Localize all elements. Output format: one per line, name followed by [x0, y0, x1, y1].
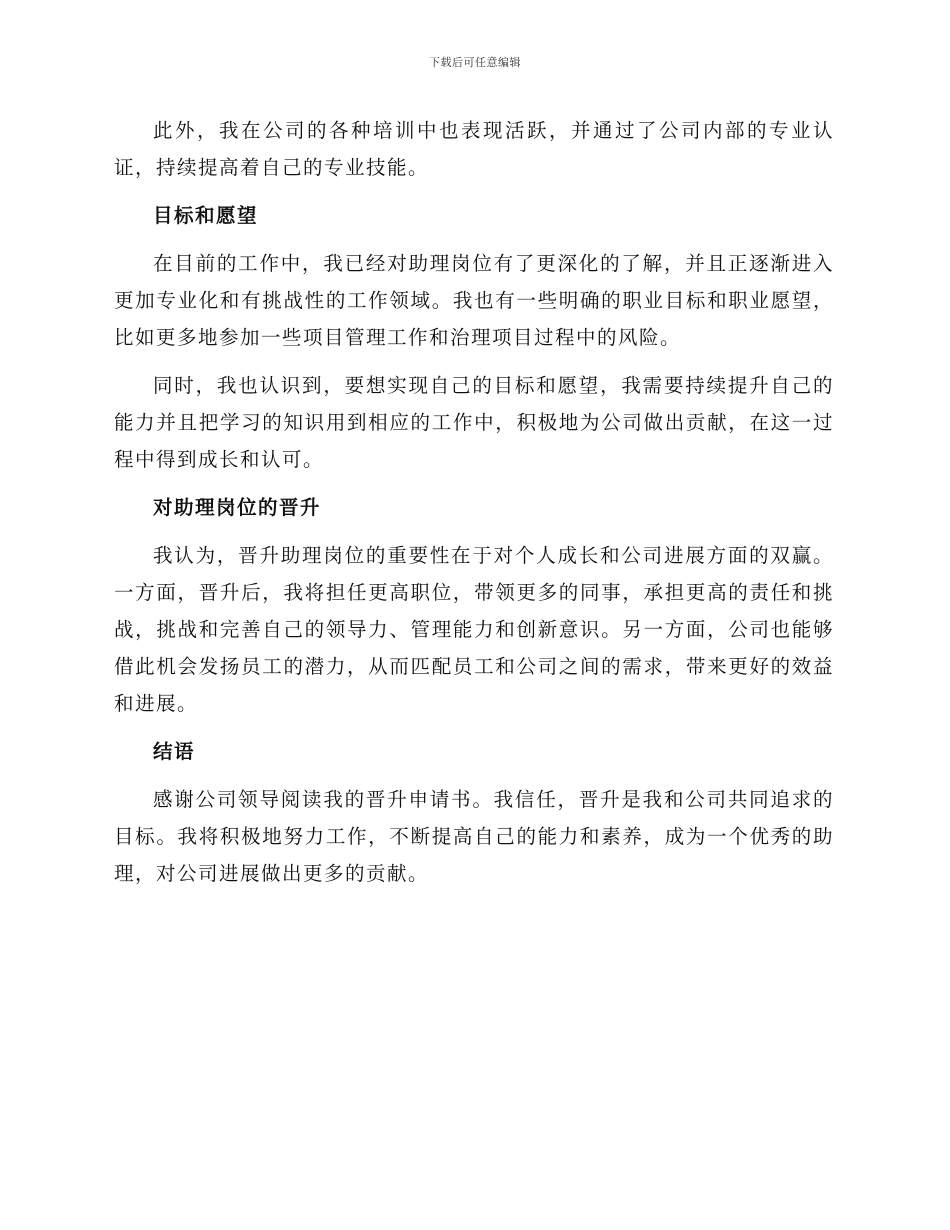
- section-heading-promotion: 对助理岗位的晋升: [153, 496, 322, 519]
- section-heading-conclusion: 结语: [153, 740, 196, 763]
- paragraph-goals: 在目前的工作中，我已经对助理岗位有了更深化的了解，并且正逐渐进入更加专业化和有挑战性的工作领域。我也有一些明确的职业目标和职业愿望，比如更多地参加一些项目管理工作和治理项目过程中的风险。: [114, 252, 834, 349]
- paragraph-conclusion: 感谢公司领导阅读我的晋升申请书。我信任，晋升是我和公司共同追求的目标。我将积极地努力工作，不断提高自己的能力和素养，成为一个优秀的助理，对公司进展做出更多的贡献。: [114, 788, 834, 885]
- page-header: 下载后可任意编辑: [429, 56, 521, 69]
- paragraph-promotion: 我认为，晋升助理岗位的重要性在于对个人成长和公司进展方面的双赢。一方面，晋升后，我将担任更高职位，带领更多的同事，承担更高的责任和挑战，挑战和完善自己的领导力、管理能力和创新意识。另一方面，公司也能够借此机会发扬员工的潜力，从而匹配员工和公司之间的需求，带来更好的效益和进展。: [114, 544, 834, 715]
- paragraph-training: 此外，我在公司的各种培训中也表现活跃，并通过了公司内部的专业认证，持续提高着自己的专业技能。: [114, 119, 834, 179]
- paragraph-awareness: 同时，我也认识到，要想实现自己的目标和愿望，我需要持续提升自己的能力并且把学习的知识用到相应的工作中，积极地为公司做出贡献，在这一过程中得到成长和认可。: [114, 374, 834, 471]
- document-body: [114, 112, 834, 903]
- section-heading-goals: 目标和愿望: [153, 204, 259, 227]
